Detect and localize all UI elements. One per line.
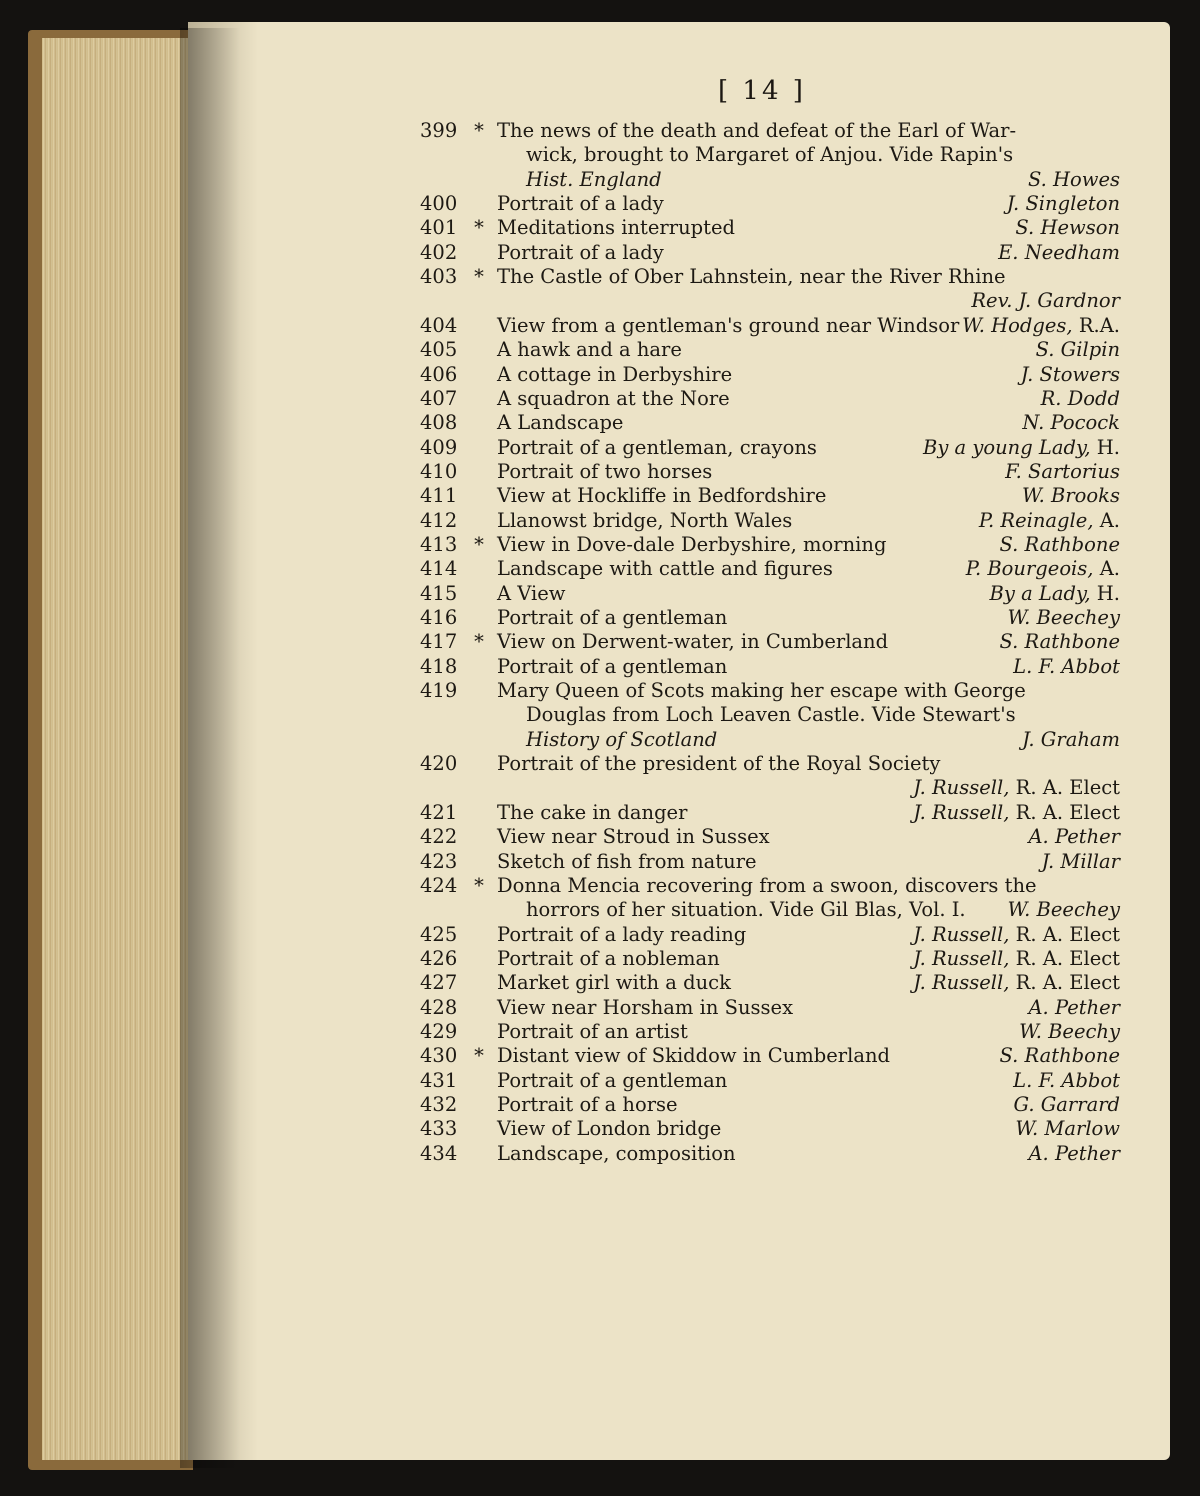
artist-name: N. Pocock — [1022, 411, 1120, 435]
entry-number: 405 — [420, 338, 458, 362]
entry-star-marker: * — [474, 532, 484, 556]
artist-name: J. Russell, — [913, 971, 1010, 995]
entry-star-marker: * — [474, 1044, 484, 1068]
entry-artist — [971, 288, 1120, 314]
artist-rank: R.A. — [1072, 313, 1120, 337]
entry-number: 404 — [420, 313, 458, 337]
entry-title: Landscape with cattle and figures — [497, 557, 833, 581]
artist-name: A. Pether — [1028, 995, 1120, 1019]
entry-title: Douglas from Loch Leaven Castle. Vide Stewart's — [526, 703, 1016, 727]
artist-name: S. Howes — [1027, 167, 1120, 191]
artist-rank: H. — [1090, 435, 1120, 459]
entry-artist — [1019, 1019, 1120, 1045]
catalog-entry-line — [0, 435, 1200, 461]
catalog-entry-line — [0, 483, 1200, 509]
entry-title: Donna Mencia recovering from a swoon, discovers the — [497, 873, 1037, 897]
catalog-entry-line — [0, 654, 1200, 680]
entry-title: History of Scotland — [526, 727, 718, 751]
artist-rank: R. A. Elect — [1009, 971, 1120, 995]
entry-star-marker: * — [474, 873, 484, 897]
entry-number: 414 — [420, 557, 458, 581]
artist-name: E. Needham — [998, 240, 1120, 264]
entry-title: The cake in danger — [497, 800, 688, 824]
artist-name: S. Rathbone — [999, 532, 1120, 556]
entry-artist — [1041, 386, 1120, 412]
entry-artist — [966, 556, 1120, 582]
artist-name: L. F. Abbot — [1013, 654, 1120, 678]
artist-name: By a young Lady, — [922, 435, 1091, 459]
entry-number: 424 — [420, 873, 458, 897]
catalog-entry-line — [0, 240, 1200, 266]
entry-number: 419 — [420, 679, 458, 703]
entry-number: 411 — [420, 484, 458, 508]
entry-star-marker: * — [474, 630, 484, 654]
entry-artist — [962, 313, 1120, 339]
entry-artist — [999, 532, 1120, 558]
entry-number: 431 — [420, 1068, 458, 1092]
entry-number: 401 — [420, 216, 458, 240]
entry-artist — [913, 800, 1120, 826]
catalog-entry-line — [0, 410, 1200, 436]
entry-number: 415 — [420, 581, 458, 605]
catalog-entry-line — [0, 1068, 1200, 1094]
entry-title: Llanowst bridge, North Wales — [497, 508, 793, 532]
entry-artist — [1028, 167, 1120, 193]
entry-number: 433 — [420, 1117, 458, 1141]
catalog-entry-line — [0, 922, 1200, 948]
entry-number: 429 — [420, 1019, 458, 1043]
artist-name: J. Stowers — [1020, 362, 1120, 386]
artist-name: W. Brooks — [1022, 484, 1120, 508]
entry-artist — [923, 435, 1120, 461]
entry-artist — [999, 629, 1120, 655]
artist-name: Rev. J. Gardnor — [971, 289, 1120, 313]
artist-name: J. Russell, — [913, 776, 1010, 800]
entry-artist — [1007, 191, 1120, 217]
catalog-entry-line — [0, 897, 1200, 923]
artist-name: J. Russell, — [913, 922, 1010, 946]
entry-artist — [1005, 459, 1120, 485]
catalog-entry-line — [0, 142, 1200, 168]
artist-rank: R. A. Elect — [1009, 946, 1120, 970]
artist-name: F. Sartorius — [1005, 459, 1120, 483]
catalog-entry-line — [0, 970, 1200, 996]
entry-number: 421 — [420, 800, 458, 824]
entry-title: Portrait of a horse — [497, 1093, 678, 1116]
entry-title: View from a gentleman's ground near Windsor — [497, 313, 960, 337]
catalog-entry-line — [0, 288, 1200, 314]
entry-title: Distant view of Skiddow in Cumberland — [497, 1044, 890, 1068]
catalog-entry-line — [0, 995, 1200, 1021]
entry-star-marker: * — [474, 265, 484, 289]
catalog-entry-line — [0, 727, 1200, 753]
entry-title: Landscape, composition — [497, 1141, 736, 1165]
entry-title: A cottage in Derbyshire — [497, 362, 733, 386]
entry-artist — [1013, 1092, 1120, 1118]
artist-name: J. Russell, — [913, 800, 1010, 824]
artist-name: J. Millar — [1041, 849, 1120, 873]
entry-title: Portrait of an artist — [497, 1019, 688, 1043]
artist-name: W. Marlow — [1015, 1117, 1120, 1141]
artist-name: P. Bourgeois, — [965, 557, 1094, 581]
catalog-entry-line — [0, 459, 1200, 485]
catalog-entry-line — [0, 337, 1200, 363]
entry-artist — [1015, 215, 1120, 241]
entry-artist — [1036, 337, 1120, 363]
catalog-entry-line — [0, 1141, 1200, 1167]
entry-title: Portrait of the president of the Royal Society — [497, 752, 941, 776]
artist-rank: A. — [1093, 557, 1120, 581]
catalog-entry-line — [0, 508, 1200, 534]
entry-title: View in Dove-dale Derbyshire, morning — [497, 532, 887, 556]
entry-number: 422 — [420, 825, 458, 849]
entry-number: 408 — [420, 411, 458, 435]
entry-number: 420 — [420, 752, 458, 776]
entry-title: A View — [497, 581, 566, 605]
entry-artist — [1028, 824, 1120, 850]
catalog-entry-line — [0, 824, 1200, 850]
entry-number: 418 — [420, 654, 458, 678]
page-number: [ 14 ] — [718, 76, 806, 106]
entry-title: View near Horsham in Sussex — [497, 995, 794, 1019]
entry-title: View of London bridge — [497, 1117, 722, 1141]
entry-artist — [1021, 362, 1120, 388]
entry-title: Market girl with a duck — [497, 971, 731, 995]
catalog-entry-line — [0, 581, 1200, 607]
entry-number: 425 — [420, 922, 458, 946]
entry-title: The news of the death and defeat of the Earl of War- — [497, 119, 1017, 142]
entry-title: View near Stroud in Sussex — [497, 825, 770, 849]
entry-artist — [1022, 727, 1120, 753]
entry-number: 426 — [420, 946, 458, 970]
artist-name: S. Hewson — [1015, 216, 1120, 240]
entry-title: Sketch of fish from nature — [497, 849, 757, 873]
entry-title: View at Hockliffe in Bedfordshire — [497, 484, 827, 508]
catalog-entry-line — [0, 313, 1200, 339]
entry-artist — [1015, 1116, 1120, 1142]
entry-number: 410 — [420, 459, 458, 483]
artist-rank: H. — [1090, 581, 1120, 605]
entry-artist — [1028, 995, 1120, 1021]
catalog-entry-line — [0, 946, 1200, 972]
catalog-entry-line — [0, 167, 1200, 193]
entry-title: Portrait of a lady — [497, 192, 664, 216]
artist-name: A. Pether — [1028, 825, 1120, 849]
entry-title: Portrait of a gentleman — [497, 606, 728, 629]
entry-title: Portrait of a lady — [497, 240, 664, 264]
entry-artist — [1022, 483, 1120, 509]
artist-name: W. Beechey — [1007, 898, 1120, 922]
entry-number: 400 — [420, 192, 458, 216]
catalog-entry-line — [0, 215, 1200, 241]
entry-artist — [1008, 605, 1120, 631]
artist-name: W. Beechey — [1007, 606, 1120, 629]
entry-title: Mary Queen of Scots making her escape with George — [497, 679, 1026, 703]
artist-name: G. Garrard — [1013, 1093, 1120, 1116]
catalog-entry-line — [0, 1116, 1200, 1142]
entry-artist — [913, 970, 1120, 996]
artist-rank: R. A. Elect — [1009, 776, 1120, 800]
catalog-entry-line — [0, 849, 1200, 875]
entry-title: A squadron at the Nore — [497, 386, 730, 410]
entry-artist — [1013, 654, 1120, 680]
entry-artist — [913, 922, 1120, 948]
entry-number: 432 — [420, 1093, 458, 1116]
entry-artist — [1028, 1141, 1120, 1167]
entry-title: Portrait of a gentleman — [497, 654, 728, 678]
catalog-entry-line — [0, 386, 1200, 412]
catalog-entry-line — [0, 1019, 1200, 1045]
artist-name: R. Dodd — [1040, 386, 1120, 410]
entry-number: 428 — [420, 995, 458, 1019]
entry-title: horrors of her situation. Vide Gil Blas, Vol. I. — [526, 898, 966, 922]
entry-number: 423 — [420, 849, 458, 873]
entry-artist — [913, 946, 1120, 972]
entry-title: Portrait of a lady reading — [497, 922, 747, 946]
entry-artist — [999, 1043, 1120, 1069]
entry-number: 412 — [420, 508, 458, 532]
entry-number: 434 — [420, 1141, 458, 1165]
artist-rank: R. A. Elect — [1009, 800, 1120, 824]
catalog-entry-line — [0, 702, 1200, 728]
artist-name: J. Singleton — [1006, 192, 1120, 216]
entry-number: 399 — [420, 119, 458, 142]
catalog-entry-line — [0, 775, 1200, 801]
artist-name: J. Graham — [1022, 727, 1120, 751]
catalog-entry-line — [0, 118, 1200, 144]
catalog-entry-line — [0, 556, 1200, 582]
entry-title: Hist. England — [526, 167, 662, 191]
entry-title: View on Derwent-water, in Cumberland — [497, 630, 889, 654]
artist-name: By a Lady, — [989, 581, 1091, 605]
entry-number: 407 — [420, 386, 458, 410]
catalog-entry-line — [0, 873, 1200, 899]
catalog-entry-line — [0, 800, 1200, 826]
artist-name: S. Rathbone — [999, 1044, 1120, 1068]
entry-star-marker: * — [474, 216, 484, 240]
entry-artist — [990, 581, 1120, 607]
entry-number: 427 — [420, 971, 458, 995]
artist-name: W. Beechy — [1019, 1019, 1120, 1043]
artist-name: S. Gilpin — [1035, 338, 1120, 362]
artist-name: P. Reinagle, — [978, 508, 1094, 532]
entry-artist — [979, 508, 1120, 534]
artist-name: W. Hodges, — [962, 313, 1073, 337]
entry-title: A hawk and a hare — [497, 338, 682, 362]
artist-name: J. Russell, — [913, 946, 1010, 970]
entry-number: 413 — [420, 532, 458, 556]
entry-title: Portrait of a gentleman — [497, 1068, 728, 1092]
catalog-entry-line — [0, 1043, 1200, 1069]
entry-title: Portrait of two horses — [497, 459, 713, 483]
artist-name: S. Rathbone — [999, 630, 1120, 654]
catalog-entry-line — [0, 264, 1200, 290]
entry-artist — [913, 775, 1120, 801]
catalog-entry-line — [0, 532, 1200, 558]
entry-artist — [1008, 897, 1120, 923]
artist-name: A. Pether — [1028, 1141, 1120, 1165]
entry-number: 430 — [420, 1044, 458, 1068]
entry-number: 409 — [420, 435, 458, 459]
artist-name: L. F. Abbot — [1013, 1068, 1120, 1092]
entry-title: wick, brought to Margaret of Anjou. Vide Rapin's — [526, 143, 1014, 167]
entry-number: 417 — [420, 630, 458, 654]
artist-rank: A. — [1093, 508, 1120, 532]
entry-title: Meditations interrupted — [497, 216, 735, 240]
entry-title: Portrait of a nobleman — [497, 946, 720, 970]
catalog-entry-line — [0, 751, 1200, 777]
entry-star-marker: * — [474, 119, 484, 142]
entry-artist — [1022, 410, 1120, 436]
entry-title: Portrait of a gentleman, crayons — [497, 435, 817, 459]
catalog-entry-line — [0, 678, 1200, 704]
catalog-entry-line — [0, 362, 1200, 388]
entry-artist — [998, 240, 1120, 266]
catalog-entry-line — [0, 629, 1200, 655]
entry-number: 406 — [420, 362, 458, 386]
entry-artist — [1013, 1068, 1120, 1094]
entry-title: The Castle of Ober Lahnstein, near the River Rhine — [497, 265, 1006, 289]
catalog-entry-line — [0, 1092, 1200, 1118]
entry-title: A Landscape — [497, 411, 624, 435]
entry-number: 403 — [420, 265, 458, 289]
entry-number: 416 — [420, 606, 458, 629]
entry-artist — [1042, 849, 1120, 875]
catalog-entry-line — [0, 191, 1200, 217]
entry-number: 402 — [420, 240, 458, 264]
catalog-entry-line — [0, 605, 1200, 631]
artist-rank: R. A. Elect — [1009, 922, 1120, 946]
